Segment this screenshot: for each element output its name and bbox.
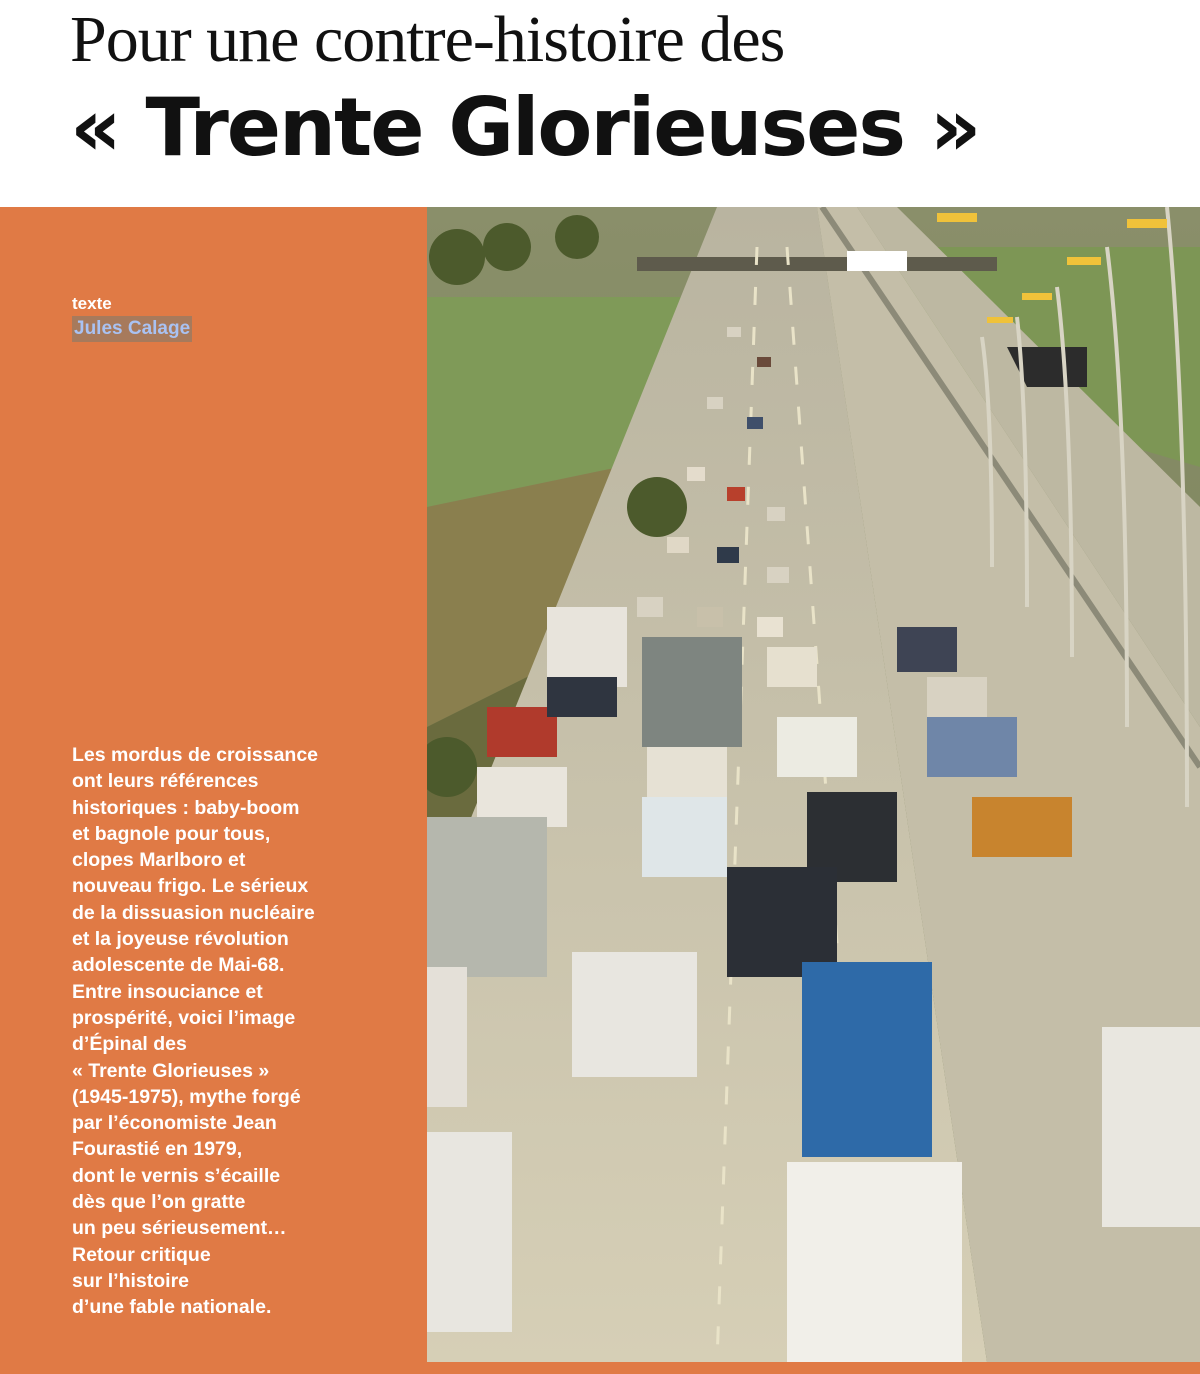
caravan xyxy=(547,607,627,687)
orange-sidebar xyxy=(0,207,427,1374)
white-peugeot-204 xyxy=(787,1162,962,1362)
highway-illustration xyxy=(427,207,1200,1362)
overpass-bridge xyxy=(637,257,997,271)
title-line-1: Pour une contre-histoire des xyxy=(70,3,785,76)
truck xyxy=(427,817,547,977)
road-sign xyxy=(847,251,907,271)
orange-convertible xyxy=(972,797,1072,857)
peugeot-404 xyxy=(572,952,697,1077)
vw-beetle xyxy=(727,867,837,977)
author-name: Jules Calage xyxy=(72,316,192,342)
blue-renault-4 xyxy=(802,962,932,1157)
bottom-orange-strip xyxy=(427,1362,1200,1374)
credit-label: texte xyxy=(72,294,112,313)
citroen-ds xyxy=(1102,1027,1200,1227)
intro-paragraph: Les mordus de croissance ont leurs références historiques : baby-boom et bagnole pour tous, clopes Marlboro et nouveau frigo. Le sérieux de la dissuasion nucléaire et la joyeuse révolution adolescente de Mai-68. Entre insouciance et prospérité, voici l’image d’Épinal des « Trente Glorieuses » (1945-1975), mythe forgé par l’économiste Jean Fourastié en 1979, dont le vernis s’écaille dès que l’on gratte un peu sérieusement… Retour critique sur l’histoire d’une fable nationale. xyxy=(72,744,319,1319)
ds-blue xyxy=(927,717,1017,777)
article-header xyxy=(0,0,1200,207)
title-line-2: « Trente Glorieuses » xyxy=(70,81,980,174)
grey-van xyxy=(642,637,742,747)
highway-photo xyxy=(427,207,1200,1362)
